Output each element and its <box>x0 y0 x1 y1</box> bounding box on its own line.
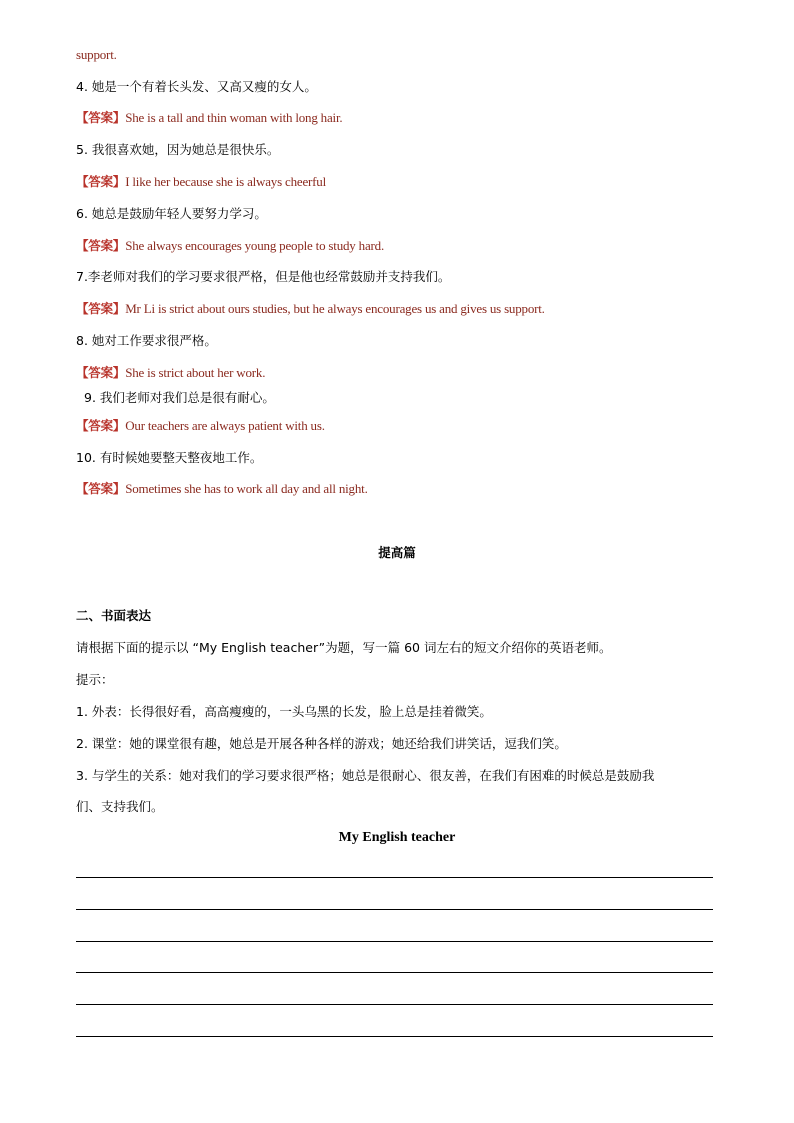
answer-tag: 【答案】 <box>76 110 126 125</box>
answer-7 <box>76 301 545 317</box>
answer-text: I like her because she is always cheerful <box>125 174 326 189</box>
answer-tag: 【答案】 <box>76 418 126 433</box>
writing-section-title: 二、书面表达 <box>76 608 152 623</box>
answer-text: She is strict about her work. <box>125 365 266 380</box>
question-4: 4. 她是一个有着长头发、又高又瘦的女人。 <box>76 79 317 94</box>
answer-text: Our teachers are always patient with us. <box>125 418 325 433</box>
section-heading: 提高篇 <box>378 545 416 560</box>
question-9: 9. 我们老师对我们总是很有耐心。 <box>84 390 275 405</box>
hint-1: 1. 外表：长得很好看，高高瘦瘦的，一头乌黑的长发，脸上总是挂着微笑。 <box>76 704 492 719</box>
writing-line[interactable] <box>76 972 713 973</box>
answer-text: She always encourages young people to study hard. <box>125 238 385 253</box>
hint-3-continued: 们、支持我们。 <box>76 799 164 814</box>
answer-6 <box>76 238 384 254</box>
question-6: 6. 她总是鼓励年轻人要努力学习。 <box>76 206 267 221</box>
answer-4 <box>76 110 342 126</box>
answer-tag: 【答案】 <box>76 301 126 316</box>
answer-8 <box>76 365 265 381</box>
answer-tag: 【答案】 <box>76 481 126 496</box>
writing-line[interactable] <box>76 1036 713 1037</box>
writing-line[interactable] <box>76 1004 713 1005</box>
question-5: 5. 我很喜欢她，因为她总是很快乐。 <box>76 142 280 157</box>
writing-line[interactable] <box>76 941 713 942</box>
answer-5 <box>76 174 326 190</box>
answer-text: Sometimes she has to work all day and all night. <box>125 481 368 496</box>
hint-label: 提示： <box>76 672 114 687</box>
answer-10 <box>76 481 368 497</box>
answer-fragment: support. <box>76 47 117 62</box>
essay-title: My English teacher <box>338 830 456 845</box>
writing-line[interactable] <box>76 909 713 910</box>
answer-tag: 【答案】 <box>76 365 126 380</box>
question-8: 8. 她对工作要求很严格。 <box>76 333 217 348</box>
writing-instruction: 请根据下面的提示以 “My English teacher”为题，写一篇 60 词左右的短文介绍你的英语老师。 <box>76 640 612 655</box>
answer-tag: 【答案】 <box>76 238 126 253</box>
hint-2: 2. 课堂：她的课堂很有趣，她总是开展各种各样的游戏；她还给我们讲笑话，逗我们笑。 <box>76 736 567 751</box>
answer-tag: 【答案】 <box>76 174 126 189</box>
question-7: 7.李老师对我们的学习要求很严格，但是他也经常鼓励并支持我们。 <box>76 269 451 284</box>
hint-3: 3. 与学生的关系：她对我们的学习要求很严格；她总是很耐心、很友善，在我们有困难的时候总是鼓励我 <box>76 768 655 783</box>
answer-text: Mr Li is strict about ours studies, but he always encourages us and gives us support. <box>125 301 545 316</box>
writing-line[interactable] <box>76 877 713 878</box>
question-10: 10. 有时候她要整天整夜地工作。 <box>76 450 263 465</box>
answer-9 <box>76 418 325 434</box>
answer-text: She is a tall and thin woman with long hair. <box>125 110 343 125</box>
